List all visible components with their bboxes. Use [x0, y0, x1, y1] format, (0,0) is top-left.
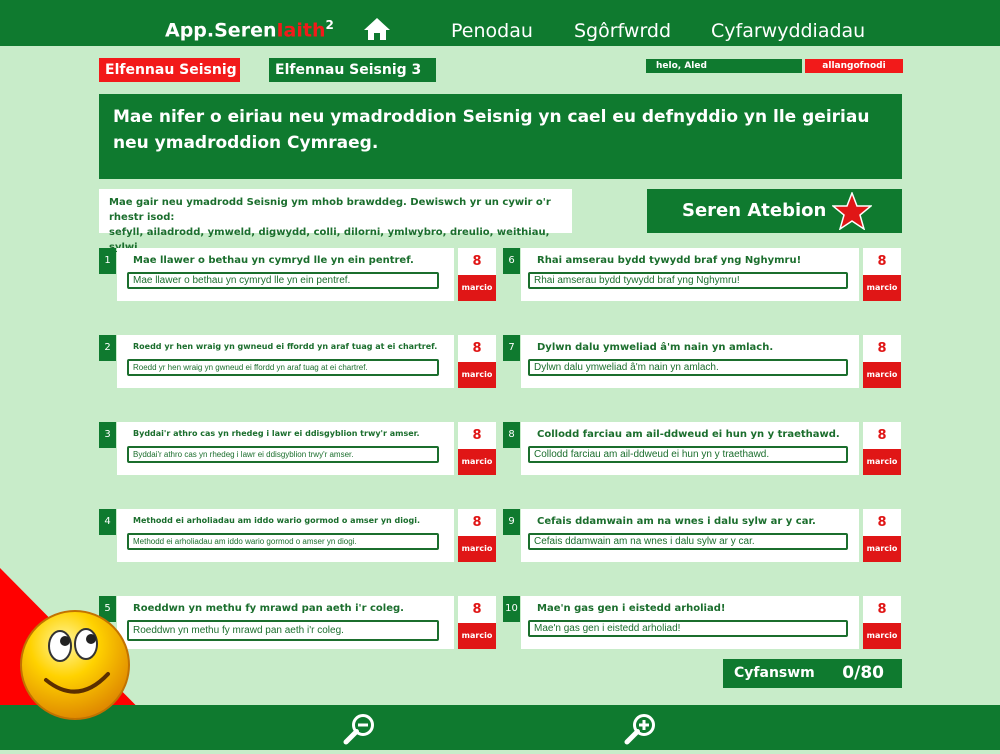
question-card-4: [117, 509, 454, 562]
logout-button[interactable]: allangofnodi: [805, 59, 903, 73]
answer-input-3[interactable]: [127, 446, 439, 463]
score-9: 8: [863, 509, 901, 536]
mark-button-9[interactable]: marcio: [863, 536, 901, 562]
nav-chapters[interactable]: Penodau: [451, 20, 533, 42]
question-number-1: 1: [99, 248, 116, 274]
total-score: [723, 659, 902, 688]
instructions-line: Mae gair neu ymadrodd Seisnig ym mhob brawddeg. Dewiswch yr un cywir o'r rhestr isod:: [109, 197, 551, 223]
mark-button-8[interactable]: marcio: [863, 449, 901, 475]
brand-prefix: App.Seren: [165, 19, 277, 42]
score-7: 8: [863, 335, 901, 362]
mark-button-5[interactable]: marcio: [458, 623, 496, 649]
exercise-tag: Elfennau Seisnig 3: [269, 58, 436, 82]
section-tag: Elfennau Seisnig: [99, 58, 240, 82]
score-5: 8: [458, 596, 496, 623]
question-text-3: Byddai'r athro cas yn rhedeg i lawr ei ddisgyblion trwy'r amser.: [133, 429, 420, 438]
question-text-9: Cefais ddamwain am na wnes i dalu sylw ar y car.: [537, 516, 816, 527]
question-text-2: Roedd yr hen wraig yn gwneud ei ffordd yn araf tuag at ei chartref.: [133, 342, 438, 351]
nav-instructions[interactable]: Cyfarwyddiadau: [711, 20, 866, 42]
question-text-10: Mae'n gas gen i eistedd arholiad!: [537, 603, 726, 614]
word-list: sefyll, ailadrodd, ymweld, digwydd, colli, dilorni, ymlwybro, dreulio, weithiau,: [109, 227, 550, 238]
total-value: 0/80: [842, 663, 884, 683]
zoom-out-icon[interactable]: [343, 712, 377, 746]
score-3: 8: [458, 422, 496, 449]
score-6: 8: [863, 248, 901, 275]
question-text-8: Collodd farciau am ail-ddweud ei hun yn y traethawd.: [537, 429, 840, 440]
question-text-4: Methodd ei arholiadau am iddo wario gormod o amser yn diogi.: [133, 516, 420, 525]
question-text-1: Mae llawer o bethau yn cymryd lle yn ein pentref.: [133, 255, 414, 266]
question-number-6: 6: [503, 248, 520, 274]
question-card-9: [521, 509, 859, 562]
question-card-6: [521, 248, 859, 301]
question-card-7: [521, 335, 859, 388]
answer-input-8[interactable]: [528, 446, 848, 463]
instruction-banner: Mae nifer o eiriau neu ymadroddion Seisnig yn cael eu defnyddio yn lle geiriau neu ymadroddion Cymraeg.: [99, 94, 902, 179]
answers-star-label: Seren Atebion: [682, 200, 827, 221]
mark-button-1[interactable]: marcio: [458, 275, 496, 301]
question-card-3: [117, 422, 454, 475]
answer-input-5[interactable]: [127, 620, 439, 641]
question-number-5: 5: [99, 596, 116, 622]
question-number-7: 7: [503, 335, 520, 361]
question-card-8: [521, 422, 859, 475]
mark-button-4[interactable]: marcio: [458, 536, 496, 562]
question-number-10: 10: [503, 596, 520, 622]
question-text-7: Dylwn dalu ymweliad â'm nain yn amlach.: [537, 342, 774, 353]
instructions-box: [99, 189, 572, 238]
mark-button-2[interactable]: marcio: [458, 362, 496, 388]
mark-button-7[interactable]: marcio: [863, 362, 901, 388]
user-greeting: helo, Aled: [646, 59, 802, 73]
question-card-5: [117, 596, 454, 649]
nav-scoreboard[interactable]: Sgôrfwrdd: [574, 20, 672, 42]
bottom-bar: [0, 705, 1000, 750]
question-card-1: [117, 248, 454, 301]
star-icon: [832, 192, 872, 230]
question-card-2: [117, 335, 454, 388]
question-text-5: Roeddwn yn methu fy mrawd pan aeth i'r coleg.: [133, 603, 404, 614]
home-icon[interactable]: [363, 17, 391, 41]
answer-input-2[interactable]: [127, 359, 439, 376]
answer-input-6[interactable]: [528, 272, 848, 289]
mark-button-3[interactable]: marcio: [458, 449, 496, 475]
answer-input-10[interactable]: [528, 620, 848, 637]
mark-button-10[interactable]: marcio: [863, 623, 901, 649]
question-number-4: 4: [99, 509, 116, 535]
smiley-mascot-icon: [18, 608, 132, 722]
answer-input-7[interactable]: [528, 359, 848, 376]
score-8: 8: [863, 422, 901, 449]
answer-input-4[interactable]: [127, 533, 439, 550]
score-4: 8: [458, 509, 496, 536]
question-number-9: 9: [503, 509, 520, 535]
answers-star-button[interactable]: [647, 189, 902, 233]
score-10: 8: [863, 596, 901, 623]
score-2: 8: [458, 335, 496, 362]
score-1: 8: [458, 248, 496, 275]
zoom-in-icon[interactable]: [624, 712, 658, 746]
answer-input-1[interactable]: [127, 272, 439, 289]
brand-sup: 2: [325, 18, 334, 32]
app-logo[interactable]: [165, 18, 334, 41]
question-text-6: Rhai amserau bydd tywydd braf yng Nghymru!: [537, 255, 802, 266]
question-number-2: 2: [99, 335, 116, 361]
total-label: Cyfanswm: [734, 665, 815, 681]
question-card-10: [521, 596, 859, 649]
answer-input-9[interactable]: [528, 533, 848, 550]
brand-accent: Iaith: [276, 19, 326, 42]
question-number-8: 8: [503, 422, 520, 448]
question-number-3: 3: [99, 422, 116, 448]
mark-button-6[interactable]: marcio: [863, 275, 901, 301]
